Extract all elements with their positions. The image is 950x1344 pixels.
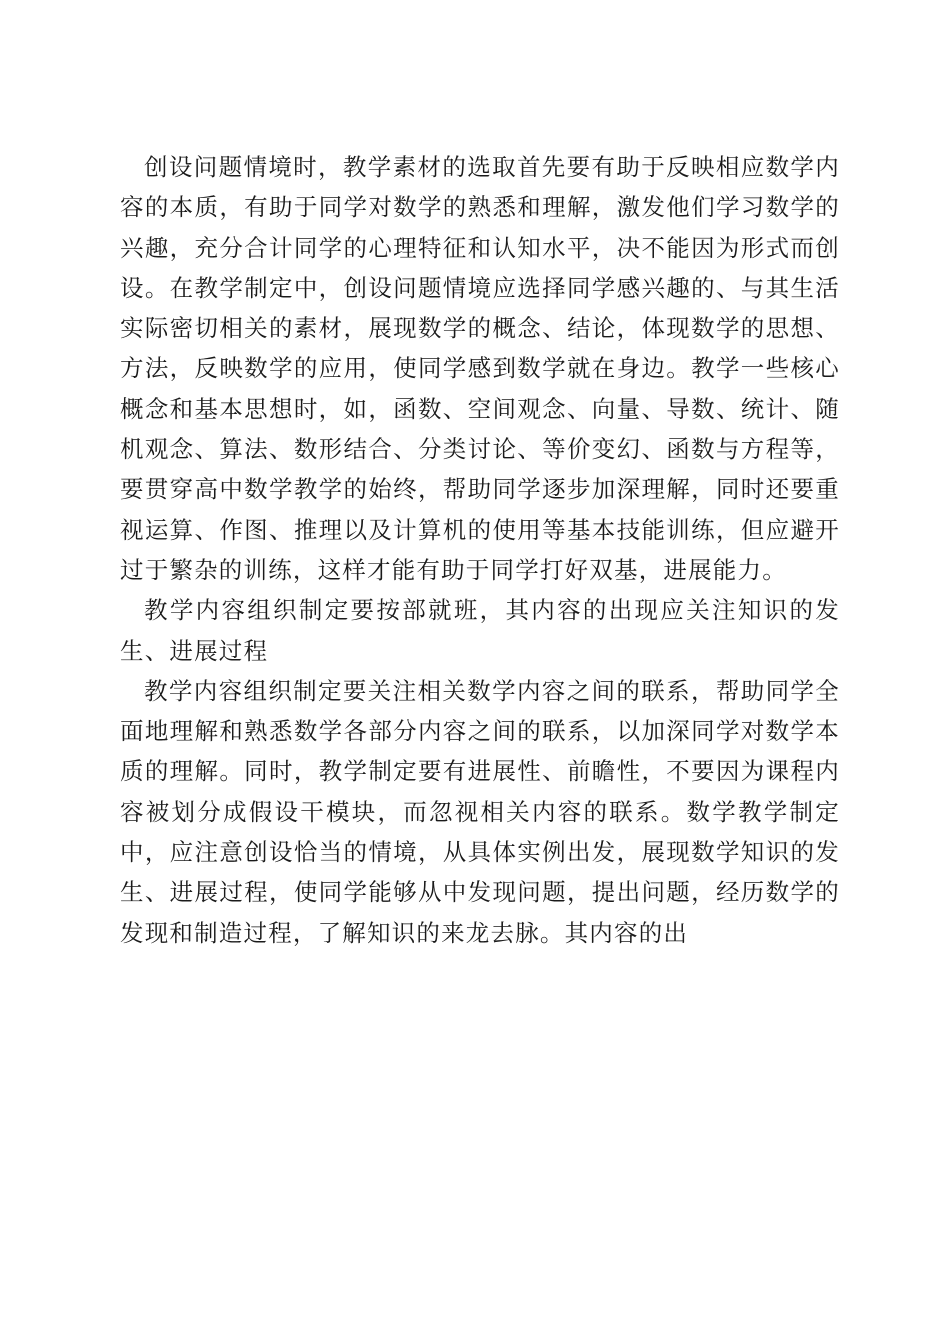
paragraph-content-organization-heading: 教学内容组织制定要按部就班，其内容的出现应关注知识的发生、进展过程 <box>120 596 840 665</box>
document-page <box>120 147 840 953</box>
paragraph-content-connections: 教学内容组织制定要关注相关数学内容之间的联系，帮助同学全面地理解和熟悉数学各部分内容之间的联系，以加深同学对数学本质的理解。同时，教学制定要有进展性、前瞻性，不要因为课程内容被划分成假设干模块，而忽视相关内容的联系。数学教学制定中，应注意创设恰当的情境，从具体实例出发，展现数学知识的发生、进展过程，使同学能够从中发现问题，提出问题，经历数学的发现和制造过程，了解知识的来龙去脉。其内容的出 <box>120 676 840 947</box>
paragraph-situation-design: 创设问题情境时，教学素材的选取首先要有助于反映相应数学内容的本质，有助于同学对数学的熟悉和理解，激发他们学习数学的兴趣，充分合计同学的心理特征和认知水平，决不能因为形式而创设。在教学制定中，创设问题情境应选择同学感兴趣的、与其生活实际密切相关的素材，展现数学的概念、结论，体现数学的思想、方法，反映数学的应用，使同学感到数学就在身边。教学一些核心概念和基本思想时，如，函数、空间观念、向量、导数、统计、随机观念、算法、数形结合、分类讨论、等价变幻、函数与方程等，要贯穿高中数学教学的始终，帮助同学逐步加深理解，同时还要重视运算、作图、推理以及计算机的使用等基本技能训练，但应避开过于繁杂的训练，这样才能有助于同学打好双基，进展能力。 <box>120 153 840 584</box>
